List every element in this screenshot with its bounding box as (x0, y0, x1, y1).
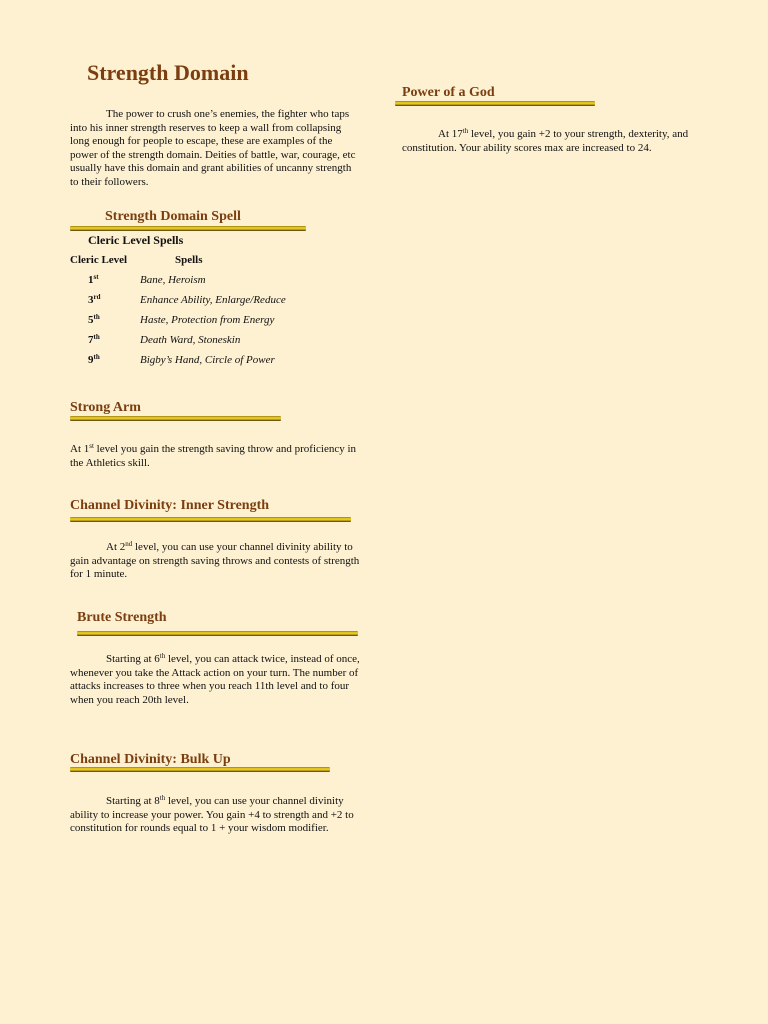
heading-rule (70, 226, 306, 230)
heading-rule (70, 416, 281, 420)
inner-strength-heading: Channel Divinity: Inner Strength (70, 498, 270, 513)
spell-col-level-header: Cleric Level (70, 254, 128, 266)
power-of-god-paragraph: At 17th level, you gain +2 to your strength, dexterity, and constitution. Your ability scores max are increased to 24. (402, 127, 689, 154)
heading-rule (395, 101, 595, 105)
intro-text: The power to crush one’s enemies, the fighter who taps into his inner strength reserves to keep a wall from collapsing long enough for people to escape, these are examples of the power of the strength domain. Deities of battle, war, courage, etc usually have this domain and grant abilities of uncanny strength to their followers. (70, 108, 356, 188)
heading-rule (70, 517, 351, 521)
bulk-up-heading: Channel Divinity: Bulk Up (70, 752, 231, 767)
bulk-up-paragraph: Starting at 8th level, you can use your channel divinity ability to increase your power. You gain +4 to strength and +2 to constitution for rounds equal to 1 + your wisdom modifier. (70, 794, 354, 834)
heading-rule (70, 767, 330, 771)
spell-row-level: 3rd (88, 293, 101, 306)
inner-strength-paragraph: At 2nd level, you can use your channel divinity ability to gain advantage on strength saving throws and contests of strength for 1 minute. (70, 540, 360, 580)
spell-row-spells: Enhance Ability, Enlarge/Reduce (140, 294, 286, 306)
spell-row-spells: Bane, Heroism (140, 274, 206, 286)
spell-row-spells: Death Ward, Stoneskin (140, 334, 241, 346)
power-of-god-heading: Power of a God (402, 85, 495, 100)
spell-row-spells: Haste, Protection from Energy (140, 314, 275, 326)
page-title: Strength Domain (87, 60, 249, 85)
spell-row-spells: Bigby’s Hand, Circle of Power (140, 354, 275, 366)
spell-table-subheading: Cleric Level Spells (88, 233, 184, 247)
spell-section-heading: Strength Domain Spell (105, 209, 241, 224)
strong-arm-heading: Strong Arm (70, 400, 141, 415)
heading-rule (77, 631, 358, 635)
spell-row-level: 9th (88, 353, 100, 366)
intro-paragraph (70, 108, 360, 189)
spell-row-level: 7th (88, 333, 100, 346)
spell-row-level: 5th (88, 313, 100, 326)
spell-row-level: 1st (88, 273, 99, 286)
brute-strength-paragraph: Starting at 6th level, you can attack twice, instead of once, whenever you take the Attack action on your turn. The number of attacks increases to three when you reach 11th level and to four when you reach 20th level. (70, 652, 360, 706)
brute-strength-heading: Brute Strength (77, 610, 167, 625)
spell-col-spells-header: Spells (175, 254, 203, 266)
strong-arm-paragraph: At 1st level you gain the strength saving throw and proficiency in the Athletics skill. (70, 442, 357, 469)
